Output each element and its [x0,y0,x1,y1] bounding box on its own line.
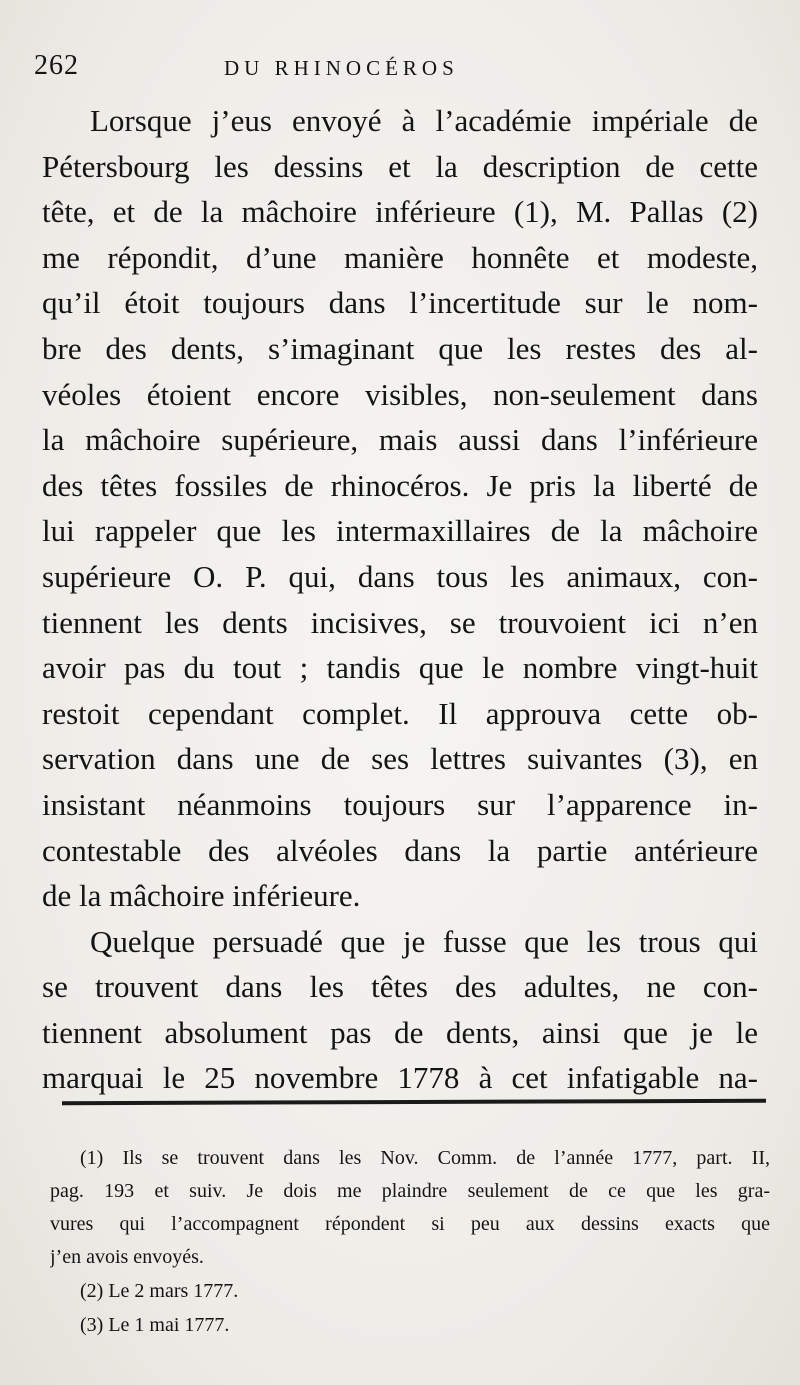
text-line: véoles étoient encore visibles, non-seulement dans [42,376,758,412]
text-line: marquai le 25 novembre 1778 à cet infatigable na- [42,1060,758,1096]
text-line: Quelque persuadé que je fusse que les trous qui [90,923,758,959]
footnote-1-line: j’en avois envoyés. [50,1246,204,1268]
text-line: avoir pas du tout ; tandis que le nombre vingt-huit [42,650,758,686]
footnote-1-line: vures qui l’accompagnent répondent si peu aux dessins exacts que [50,1213,770,1235]
text-line: insistant néanmoins toujours sur l’apparence in- [42,786,758,822]
text-line: qu’il étoit toujours dans l’incertitude sur le nom- [42,285,758,321]
footnote-3: (3) Le 1 mai 1777. [80,1314,230,1336]
footnote-1-line: (1) Ils se trouvent dans les Nov. Comm. de l’année 1777, part. II, [80,1147,770,1169]
text-line: supérieure O. P. qui, dans tous les animaux, con- [42,558,758,594]
text-line: contestable des alvéoles dans la partie antérieure [42,832,758,868]
running-head: DU RHINOCÉROS [224,56,459,80]
text-line: restoit cependant complet. Il approuva cette ob- [42,695,758,731]
text-line: tiennent absolument pas de dents, ainsi que je le [42,1014,758,1050]
text-line: bre des dents, s’imaginant que les restes des al- [42,330,758,366]
text-line: Lorsque j’eus envoyé à l’académie impériale de [90,103,758,138]
text-line: tiennent les dents incisives, se trouvoient ici n’en [42,604,758,640]
text-line: lui rappeler que les intermaxillaires de la mâchoire [42,513,758,549]
text-line: servation dans une de ses lettres suivantes (3), en [42,741,758,777]
text-line: des têtes fossiles de rhinocéros. Je pris la liberté de [42,467,758,503]
footnotes [50,1142,770,1342]
footnote-2: (2) Le 2 mars 1777. [80,1280,239,1302]
text-line: la mâchoire supérieure, mais aussi dans l’inférieure [42,422,758,458]
text-line: se trouvent dans les têtes des adultes, ne con- [42,969,758,1005]
page-header [34,50,774,90]
text-line: de la mâchoire inférieure. [42,878,361,914]
text-line: tête, et de la mâchoire inférieure (1), M. Pallas (2) [42,194,758,230]
text-line: Pétersbourg les dessins et la description de cette [42,148,758,184]
body-text [42,98,758,1101]
page-number: 262 [34,50,79,81]
footnote-1-line: pag. 193 et suiv. Je dois me plaindre seulement de ce que les gra- [50,1180,770,1202]
text-line: me répondit, d’une manière honnête et modeste, [42,239,758,275]
